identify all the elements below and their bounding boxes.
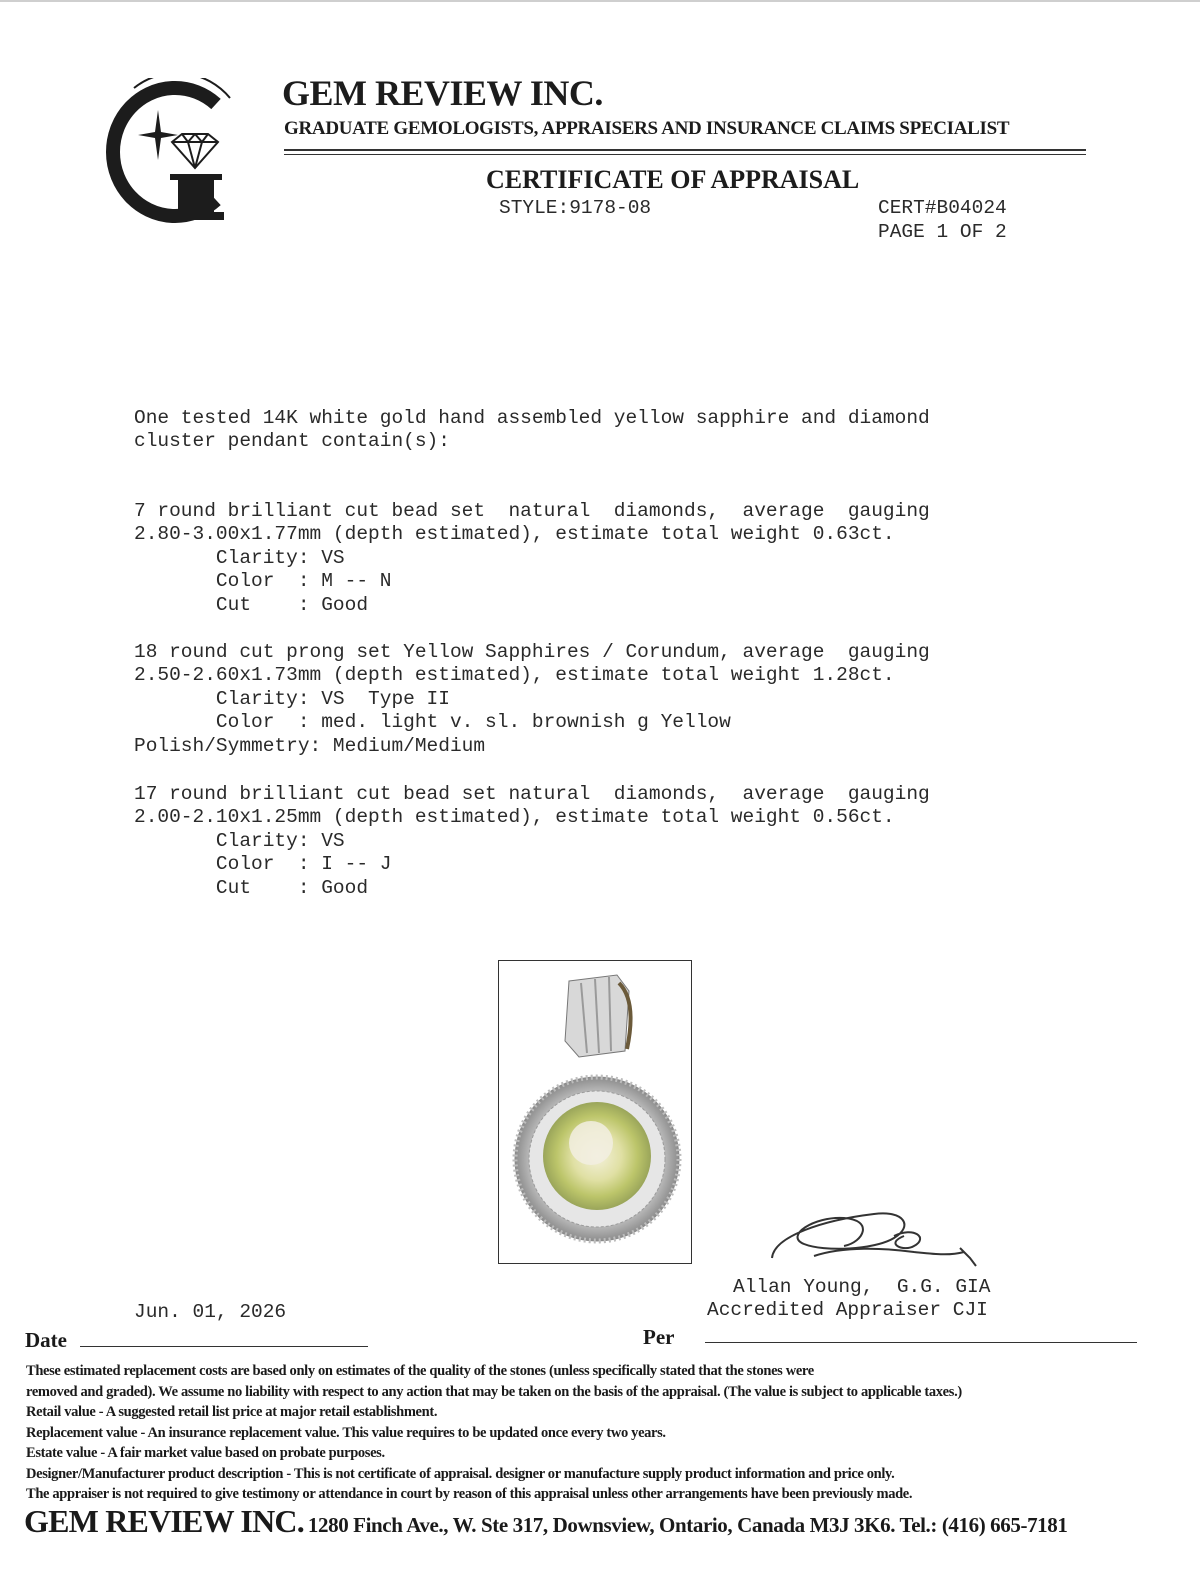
- appraiser-name: Allan Young, G.G. GIA: [733, 1276, 991, 1298]
- stone-color: Color : I -- J: [134, 853, 392, 876]
- stone-line: 17 round brilliant cut bead set natural diamonds, average gauging: [134, 783, 930, 805]
- company-name: GEM REVIEW INC.: [282, 73, 603, 113]
- stone-block-diamonds-1: [134, 500, 930, 617]
- stone-color: Color : M -- N: [134, 570, 392, 593]
- per-line: [705, 1342, 1137, 1343]
- top-border: [0, 0, 1200, 2]
- appraiser-info: [707, 1276, 990, 1323]
- description-line: One tested 14K white gold hand assembled yellow sapphire and diamond: [134, 407, 930, 429]
- date-label: Date: [25, 1328, 67, 1352]
- appraisal-date: Jun. 01, 2026: [134, 1301, 287, 1323]
- header-rule-thin: [284, 154, 1086, 155]
- stone-clarity: Clarity: VS Type II: [134, 687, 450, 710]
- disclaimer-line: Replacement value - An insurance replacement value. This value requires to be updated once every two years.: [26, 1424, 666, 1441]
- disclaimer: [26, 1361, 1186, 1505]
- per-label: Per: [643, 1325, 675, 1349]
- footer: [24, 1503, 1067, 1540]
- header-rule: [284, 149, 1086, 151]
- handwritten-signature: [764, 1196, 994, 1282]
- disclaimer-line: Estate value - A fair market value based on probate purposes.: [26, 1445, 385, 1461]
- stone-cut: Cut : Good: [134, 593, 369, 616]
- stone-block-diamonds-2: [134, 783, 930, 900]
- company-tagline: GRADUATE GEMOLOGISTS, APPRAISERS AND INSURANCE CLAIMS SPECIALIST: [284, 118, 1010, 139]
- stone-polish: Polish/Symmetry: Medium/Medium: [134, 734, 486, 757]
- stone-cut: Cut : Good: [134, 876, 369, 899]
- stone-clarity: Clarity: VS: [134, 546, 345, 569]
- stone-line: 2.00-2.10x1.25mm (depth estimated), estimate total weight 0.56ct.: [134, 806, 895, 829]
- stone-line: 7 round brilliant cut bead set natural diamonds, average gauging: [134, 500, 930, 522]
- appraiser-credential: Accredited Appraiser CJI: [707, 1299, 988, 1322]
- stone-block-sapphires: [134, 641, 930, 758]
- description-line: cluster pendant contain(s):: [134, 430, 450, 453]
- stone-line: 2.50-2.60x1.73mm (depth estimated), estimate total weight 1.28ct.: [134, 664, 895, 687]
- page-indicator: PAGE 1 OF 2: [878, 221, 1007, 243]
- disclaimer-line: The appraiser is not required to give testimony or attendance in court by reason of this appraisal unless other arrangements have been previously made.: [26, 1486, 913, 1502]
- footer-address: 1280 Finch Ave., W. Ste 317, Downsview, Ontario, Canada M3J 3K6. Tel.: (416) 665-7181: [307, 1513, 1068, 1537]
- cert-number: CERT#B04024: [878, 197, 1007, 219]
- disclaimer-line: Retail value - A suggested retail list price at major retail establishment.: [26, 1404, 438, 1420]
- stone-line: 2.80-3.00x1.77mm (depth estimated), estimate total weight 0.63ct.: [134, 523, 895, 546]
- item-description: [134, 407, 930, 454]
- disclaimer-line: These estimated replacement costs are based only on estimates of the quality of the stones (unless specifically stated that the stones were: [26, 1363, 814, 1379]
- disclaimer-line: removed and graded). We assume no liability with respect to any action that may be taken on the basis of the appraisal. (The value is subject to applicable taxes.): [26, 1383, 962, 1400]
- disclaimer-line: Designer/Manufacturer product description - This is not certificate of appraisal. designer or manufacture supply product information and price only.: [26, 1465, 895, 1482]
- date-line: [80, 1346, 368, 1347]
- certificate-title: CERTIFICATE OF APPRAISAL: [486, 165, 860, 194]
- footer-company: GEM REVIEW INC.: [24, 1503, 304, 1539]
- style-number: STYLE:9178-08: [499, 197, 652, 219]
- stone-line: 18 round cut prong set Yellow Sapphires / Corundum, average gauging: [134, 641, 930, 663]
- pendant-illustration: [499, 961, 690, 1262]
- pendant-photo: [498, 960, 692, 1264]
- gem-review-logo: [98, 78, 238, 226]
- stone-clarity: Clarity: VS: [134, 829, 345, 852]
- stone-color: Color : med. light v. sl. brownish g Yellow: [134, 711, 731, 734]
